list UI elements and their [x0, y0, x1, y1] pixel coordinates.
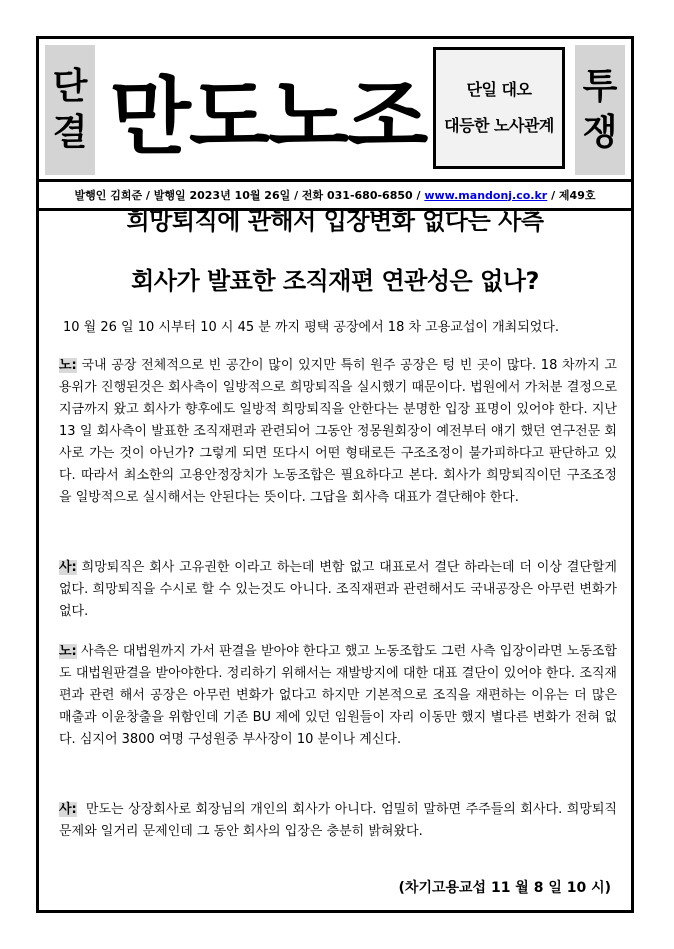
newsletter-frame [36, 36, 634, 913]
paragraph-company-2 [59, 799, 622, 843]
speaker-label: 사: [59, 560, 77, 575]
masthead-slogan-box [433, 47, 565, 169]
paragraph-union-1 [59, 355, 617, 509]
paragraph-text: 국내 공장 전체적으로 빈 공간이 많이 있지만 특히 원주 공장은 텅 빈 곳이 많다. 18 차까지 고용위가 진행된것은 회사측이 일방적으로 희망퇴직을 실시했기 때문이다. 법원에서 가처분 결정으로 지금까지 왔고 회사가 향후에도 일방적 희망퇴직을 안한다는 분명한 입장 표명이 있어야 한다. 지난 13 일 회사측이 발표한 조직재편과 관련되어 그동안 정몽원회장이 예전부터 얘기 했던 연구전문 회사로 가는 것이 아닌가? 그렇게 되면 또다시 어떤 형태로든 구조조정이 불가피하다고 판단하고 있다. 따라서 최소한의 고용안정장치가 노동조합은 필요하다고 본다. 회사가 희망퇴직이던 구조조정을 일방적으로 실시해서는 안된다는 뜻이다. 그답을 회사측 대표가 결단해야 한다. [59, 358, 617, 505]
website-link[interactable]: www.mandonj.co.kr [424, 188, 548, 202]
right-banner-char-1: 투 [582, 66, 618, 107]
paragraph-text: 사측은 대법원까지 가서 판결을 받아야 한다고 했고 노동조합도 그런 사측 입장이라면 노동조합도 대법원판결을 받아야한다. 정리하기 위해서는 재발방지에 대한 대표 결단이 있어야 한다. 조직재편과 관련 해서 공장은 아무런 변화가 없다고 하지만 기본적으로 조직을 재편하는 이유는 더 많은 매출과 이윤창출을 위함인데 기존 BU 제에 있던 임원들이 자리 이동만 했지 별다른 변화가 전혀 없다. 심지어 3800 여명 구성원중 부사장이 10 분이나 계신다. [59, 644, 617, 747]
paragraph-company-1 [59, 557, 617, 623]
right-banner-char-2: 쟁 [582, 112, 618, 153]
masthead-left-banner [45, 45, 95, 175]
publication-info: 발행인 김희준 / 발행일 2023년 10월 26일 / 전화 031-680-6850 / [74, 189, 425, 202]
next-meeting-note: (차기고용교섭 11 월 8 일 10 시) [398, 880, 611, 896]
masthead-right-banner [575, 45, 625, 175]
intro-text: 10 월 26 일 10 시부터 10 시 45 분 까지 평택 공장에서 18 차 고용교섭이 개최되었다. [63, 320, 560, 335]
paragraph-text: 만도는 상장회사로 회장님의 개인의 회사가 아니다. 엄밀히 말하면 주주들의 회사다. 희망퇴직 문제와 일거리 문제인데 그 동안 회사의 입장은 충분히 밝혀왔다. [59, 802, 622, 839]
slogan-line-2: 대등한 노사관계 [444, 116, 554, 135]
speaker-label: 노: [59, 644, 77, 659]
paragraph-text: 희망퇴직은 회사 고유권한 이라고 하는데 변함 없고 대표로서 결단 하라는데 더 이상 결단할게 없다. 희망퇴직을 수시로 할 수 있는것도 아니다. 조직재편과 관련해서도 국내공장은 아무런 변화가 없다. [59, 560, 617, 619]
headline-1: 희망퇴직에 관해서 입장변화 없다는 사측 [126, 207, 544, 235]
masthead-title: 만도노조 [109, 67, 427, 166]
left-banner-char-2: 결 [52, 112, 88, 153]
headline-2: 회사가 발표한 조직재편 연관성은 없나? [131, 267, 539, 295]
slogan-line-1: 단일 대오 [466, 80, 532, 99]
left-banner-char-1: 단 [52, 66, 88, 107]
speaker-label: 사: [59, 802, 77, 817]
paragraph-union-2 [59, 641, 617, 751]
issue-number: / 제49호 [547, 189, 596, 202]
speaker-label: 노: [59, 358, 77, 373]
